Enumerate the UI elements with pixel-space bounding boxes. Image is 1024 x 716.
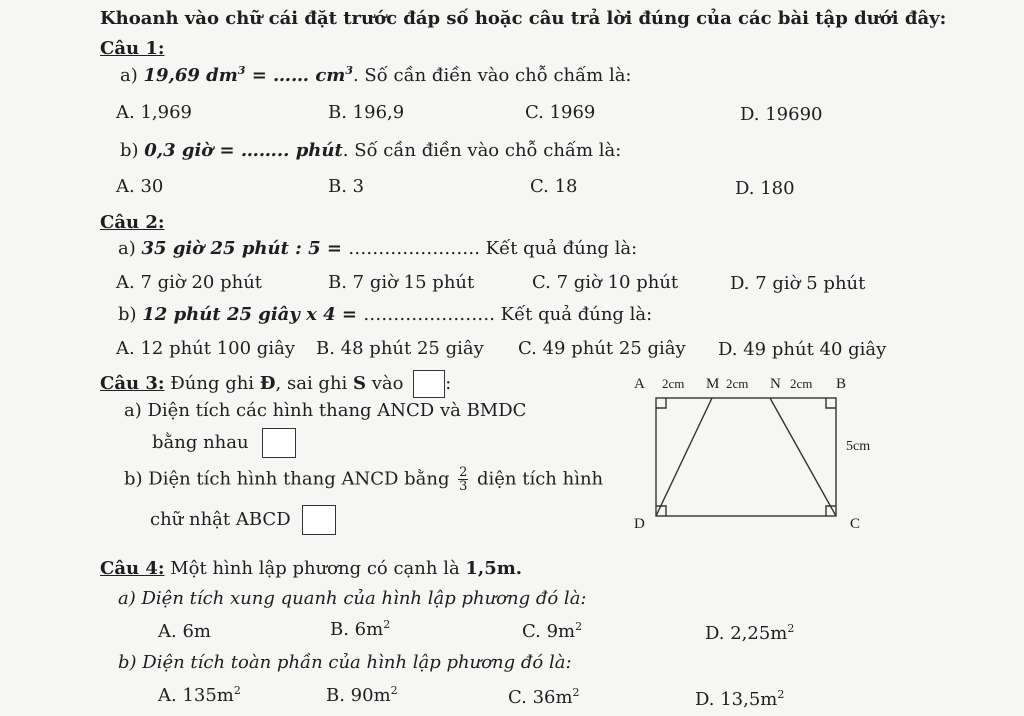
q2b-expr: 12 phút 25 giây x 4 =	[142, 304, 364, 325]
q2b-prefix: b)	[118, 304, 137, 325]
q2b-dots: ………………….	[363, 304, 501, 325]
q1b-prefix: b)	[120, 140, 139, 161]
q2a-tail: Kết quả đúng là:	[485, 238, 638, 259]
q2b-tail: Kết quả đúng là:	[500, 304, 653, 325]
q1b-option-c[interactable]: C. 18	[530, 176, 578, 197]
q4a-option-c[interactable]: C. $9m^2$	[522, 620, 583, 642]
q4b-option-a[interactable]: A. $135m^2$	[158, 684, 241, 706]
label-nb-length: 2cm	[790, 376, 813, 391]
label-m: M	[706, 376, 720, 392]
q3b-frac-num: 2	[459, 465, 468, 480]
q3b-line1	[124, 466, 603, 493]
label-c: C	[850, 516, 861, 532]
q1a-lhs: 19,69 dm	[143, 65, 238, 86]
label-height: 5cm	[846, 439, 871, 454]
q2a-option-d[interactable]: D. 7 giờ 5 phút	[730, 273, 866, 294]
q4-intro: Một hình lập phương có cạnh là	[164, 558, 466, 579]
q3-answer-box-example	[413, 370, 445, 398]
q1a-eq: = ……	[245, 65, 316, 86]
q4-question	[100, 558, 522, 579]
q2a-dots: ………………….	[348, 238, 486, 259]
q4-title: Câu 4:	[100, 558, 165, 579]
q2a-prefix: a)	[118, 238, 136, 259]
instruction-heading: Khoanh vào chữ cái đặt trước đáp số hoặc câu trả lời đúng của các bài tập dưới đây:	[100, 8, 947, 29]
q1a-option-c[interactable]: C. 1969	[525, 102, 596, 123]
q3b-line2: chữ nhật ABCD	[150, 509, 291, 530]
q3-question	[100, 370, 451, 398]
q3-intro: Đúng ghi	[164, 373, 260, 394]
q1-title: Câu 1:	[100, 38, 165, 59]
right-angle-d	[656, 506, 666, 516]
q4b-question: b) Diện tích toàn phần của hình lập phương đó là:	[118, 652, 572, 673]
q3b-post: diện tích hình	[476, 468, 604, 490]
q2b-question	[118, 304, 652, 325]
right-angle-b	[826, 398, 836, 408]
label-mn-length: 2cm	[726, 376, 749, 391]
q2a-option-b[interactable]: B. 7 giờ 15 phút	[328, 272, 475, 293]
q2a-question	[118, 238, 637, 259]
label-am-length: 2cm	[662, 376, 685, 391]
q1b-expr: 0,3 giờ = …….. phút	[144, 140, 343, 161]
q4a-option-d[interactable]: D. $2,25m^2$	[705, 622, 795, 644]
q1b-tail: . Số cần điền vào chỗ chấm là:	[342, 140, 622, 161]
q4a-option-a[interactable]: A. 6m	[158, 621, 211, 642]
q3a-line1: a) Diện tích các hình thang ANCD và BMDC	[124, 400, 527, 421]
q1a-option-b[interactable]: B. 196,9	[328, 102, 405, 123]
rectangle-figure	[620, 368, 890, 538]
label-b: B	[836, 376, 847, 392]
q2b-option-c[interactable]: C. 49 phút 25 giây	[518, 338, 686, 359]
q3-true-mark: Đ	[259, 373, 276, 394]
q4a-option-b[interactable]: B. $6m^2$	[330, 618, 391, 640]
q2b-option-b[interactable]: B. 48 phút 25 giây	[316, 338, 484, 359]
q4b-option-c[interactable]: C. $36m^2$	[508, 686, 580, 708]
q1a-question	[120, 64, 632, 86]
segment-md	[656, 398, 712, 516]
q3a-line2-wrap	[152, 428, 296, 458]
q1b-option-d[interactable]: D. 180	[735, 178, 795, 199]
q3-false-mark: S	[353, 373, 367, 394]
rectangle-abcd	[656, 398, 836, 516]
q1b-option-a[interactable]: A. 30	[116, 176, 164, 197]
q4a-question: a) Diện tích xung quanh của hình lập phương đó là:	[118, 588, 587, 609]
q2-title: Câu 2:	[100, 212, 165, 233]
q3b-line2-wrap	[150, 505, 336, 535]
q3-title: Câu 3:	[100, 373, 165, 394]
q3-end: vào	[366, 373, 404, 394]
q2a-expr: 35 giờ 25 phút : 5 =	[141, 238, 349, 259]
q2a-option-c[interactable]: C. 7 giờ 10 phút	[532, 272, 679, 293]
q1a-option-d[interactable]: D. 19690	[740, 104, 823, 125]
label-d: D	[634, 516, 645, 532]
q3b-frac-den: 3	[459, 479, 468, 494]
q3b-pre: b) Diện tích hình thang ANCD bằng	[124, 468, 450, 490]
q1b-question	[120, 140, 621, 161]
q3b-answer-box[interactable]	[302, 505, 336, 535]
q1a-unit-exp: 3	[345, 64, 353, 77]
q1a-tail: . Số cần điền vào chỗ chấm là:	[352, 65, 632, 86]
q1a-exp: 3	[237, 64, 246, 77]
q4b-option-d[interactable]: D. $13,5m^2$	[695, 688, 785, 710]
q2a-option-a[interactable]: A. 7 giờ 20 phút	[116, 272, 263, 293]
label-a: A	[634, 376, 645, 392]
q3a-answer-box[interactable]	[262, 428, 296, 458]
q4-edge: 1,5m.	[465, 558, 523, 579]
q3a-line2: bằng nhau	[152, 432, 249, 453]
q1b-option-b[interactable]: B. 3	[328, 176, 365, 197]
q3-mid: , sai ghi	[275, 373, 354, 394]
q1a-unit: cm	[315, 65, 346, 86]
q2b-option-a[interactable]: A. 12 phút 100 giây	[116, 338, 295, 359]
q3b-fraction	[458, 466, 468, 493]
q2b-option-d[interactable]: D. 49 phút 40 giây	[718, 339, 887, 360]
q1a-option-a[interactable]: A. 1,969	[116, 102, 192, 123]
q3-colon: :	[445, 373, 452, 394]
q1a-prefix: a)	[120, 65, 138, 86]
segment-nc	[770, 398, 836, 516]
q4b-option-b[interactable]: B. $90m^2$	[326, 684, 398, 706]
right-angle-a	[656, 398, 666, 408]
label-n: N	[770, 376, 781, 392]
